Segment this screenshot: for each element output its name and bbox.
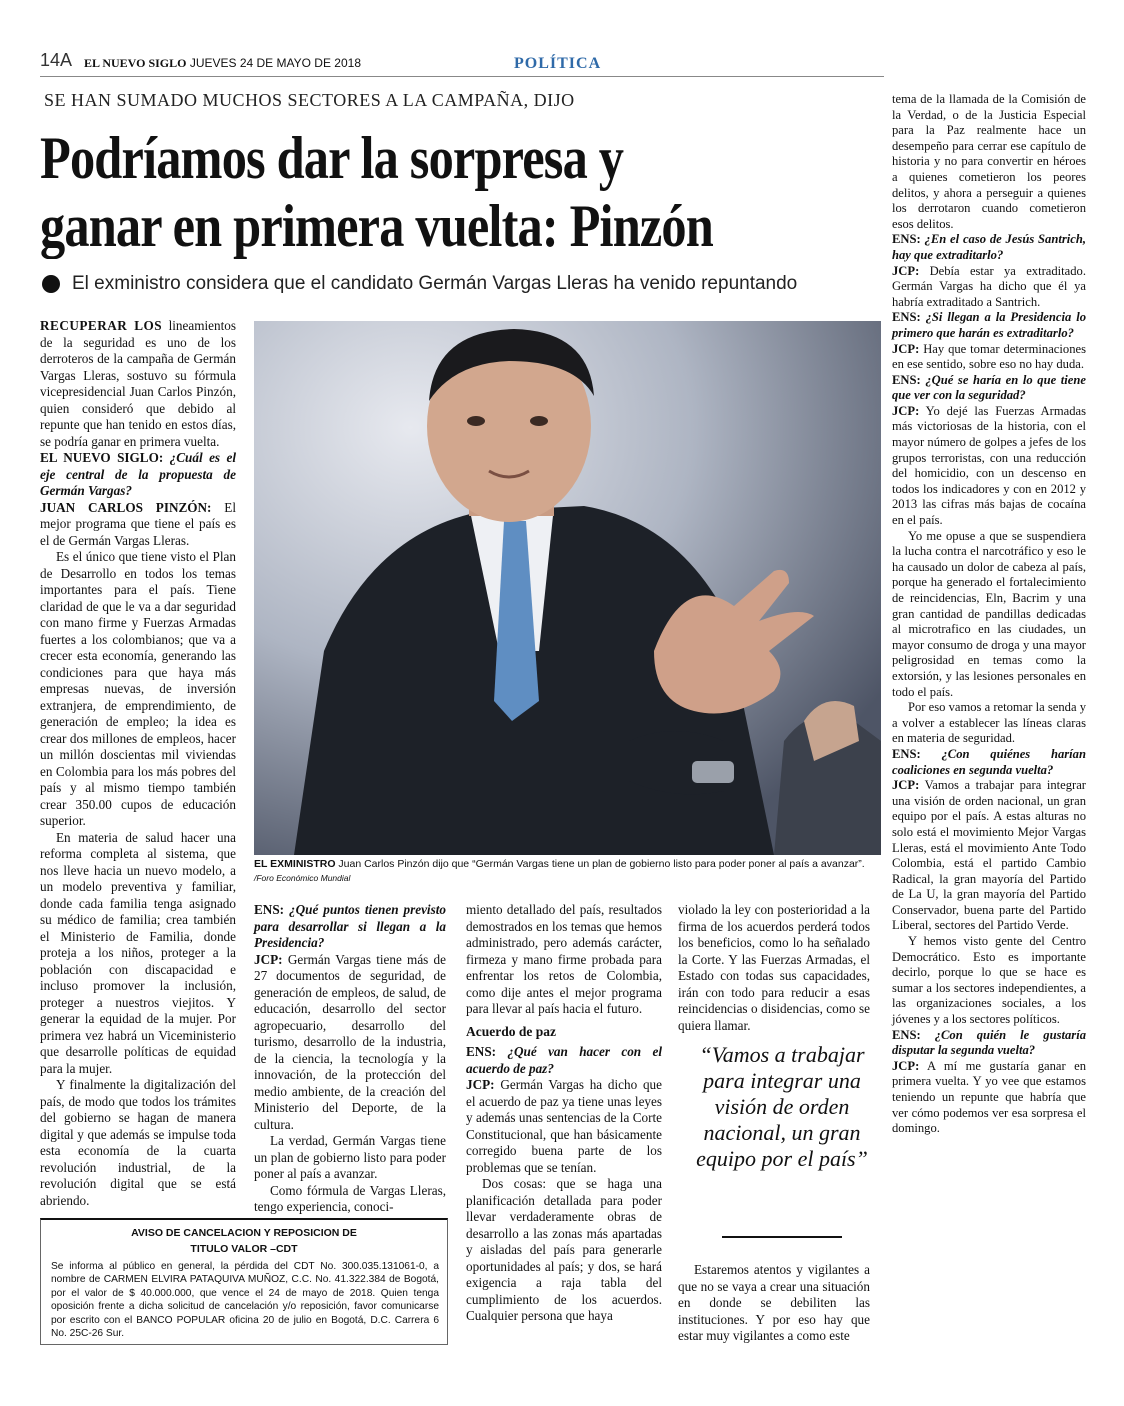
question-label: ENS: [466,1044,497,1059]
question-text: ¿Qué se haría en lo que tiene que ver con la seguridad? [892,372,1086,403]
answer-label: JUAN CARLOS PINZÓN: [40,499,212,515]
answer-label: JCP: [892,263,920,278]
body-paragraph: violado la ley con posterioridad a la firma de los acuerdos perderá todos los beneficios, como lo ha señalado la Corte. Y las Fuerzas Armadas, el Estado con todas sus capacidades, irán con todo para reducir a esas reincidencias o disidencias, como se quiera llamar. [678,902,870,1033]
question-label: ENS: [892,372,921,387]
headline-line-1: Podríamos dar la sorpresa y [40,125,624,191]
article-photo [254,321,881,855]
article-headline [40,124,729,260]
question-text: ¿Con quiénes harían coaliciones en segunda vuelta? [892,746,1086,777]
answer-text: El mejor programa que tiene el país es el de Germán Vargas Lleras. [40,499,236,548]
answer-text: Vamos a trabajar para integrar una visión de orden nacional, un gran equipo por el país. A estas alturas no solo está el movimiento Mejor Vargas Lleras, está el movimiento Ante Todo Colombia, está el partido Cambio Radical, la gran mayoría del Partido de La U, la gran mayoría del Partido Conservador, buena parte del Partido Liberal, sectores del Partido Verde. [892,778,1086,933]
answer-label: JCP: [466,1077,495,1092]
caption-lead: EL EXMINISTRO [254,858,336,870]
body-paragraph: miento detallado del país, resultados demostrados en los temas que hemos administrado, pero además carácter, firmeza y mano firme probada para enfrentar los retos de Colombia, como dije antes el mejor programa para llevar al país hacia el futuro. [466,902,662,1016]
notice-title-2: TITULO VALOR –CDT [190,1243,298,1255]
question-label: ENS: [892,232,921,247]
body-paragraph: Dos cosas: que se haga una planificación detallada para poder llevar verdaderamente obras de desarrollo a las zonas más apartadas y aisladas del país para generarle oportunidades al país; y dos, se hará exigencia a raja tabla del cumplimiento de los acuerdos. Cualquier persona que haya [466,1176,662,1323]
article-kicker: SE HAN SUMADO MUCHOS SECTORES A LA CAMPAÑA, DIJO [44,90,575,110]
column-5 [892,92,1086,1137]
caption-text: Juan Carlos Pinzón dijo que “Germán Vargas tiene un plan de gobierno listo para poder poner al país a avanzar”. [335,858,865,870]
publication-date: JUEVES 24 DE MAYO DE 2018 [189,56,361,70]
section-label: POLÍTICA [514,55,602,72]
headline-line-2: ganar en primera vuelta: Pinzón [40,193,713,259]
column-3 [466,902,662,1325]
body-paragraph: Es el único que tiene visto el Plan de Desarrollo en todos los temas importantes para el país. Tiene claridad de que le va a dar seguridad con mano firme y Fuerzas Armadas fuertes a los colombianos; que va a crecer esta economía, generando las condiciones para que haya más empresas nuevas, de inversión extranjera, de emprendimiento, de generación de empleo; la idea es crear dos millones de empleos, hacer un millón doscientas mil viviendas en Colombia para los más pobres del país y al mismo tiempo también crear 350.00 cupos de educación superior. [40,549,236,828]
page-number: 14A [40,50,73,70]
question-label: ENS: [254,902,285,917]
body-paragraph: tema de la llamada de la Comisión de la Verdad, o de la Justicia Especial para la Paz realmente hace un desempeño para cerrar ese capítulo de historia y no para convertir en héroes a quienes cometieron los peores delitos, y ahora a perseguir a quienes los derrotaron cuando cometieron esos delitos. [892,92,1086,231]
publication-line [84,56,361,71]
question-label: ENS: [892,310,921,325]
answer-text: Debía estar ya extraditado. Germán Vargas ha dicho que él ya habría extraditado a Santrich. [892,263,1086,309]
pull-quote-rule [722,1236,842,1238]
bullet-icon [42,275,60,293]
notice-body: Se informa al público en general, la pérdida del CDT No. 300.035.131061-0, a nombre de CARMEN ELVIRA PATAQUIVA MUÑOZ, C.C. No. 41.322.384 de Bogotá, por el valor de $ 40.000.000, que vence el 24 de mayo de 2018. Quien tenga oposición frente a dicha solicitud de cancelación y/o reposición, favor comunicarse por escrito con el BANCO POPULAR oficina 20 de julio en Bogotá, D.C. Carrera 6 No. 25C-26 Sur. [51,1261,439,1340]
column-2 [254,902,446,1216]
notice-title-1: AVISO DE CANCELACION Y REPOSICION DE [131,1227,357,1239]
section-subhead: Acuerdo de paz [466,1023,556,1039]
body-paragraph: Y finalmente la digitalización del país, de modo que todos los trámites del gobierno se hagan de manera digital y que además se impulse toda esta economía de la cuarta revolución industrial, de la revolución digital que se está abriendo. [40,1077,236,1208]
body-paragraph: Yo me opuse a que se suspendiera la lucha contra el narcotráfico y eso le ha causado un dolor de cabeza al país, porque ha generado el fortalecimiento de reincidencias, Eln, Bacrim y una gran cantidad de pandillas dedicadas al microtrafico en las ciudades, un mayor consumo de droga y una mayor peligrosidad en temas como la extorsión, y las lesiones personales en todo el país. [892,528,1086,699]
question-text: ¿Qué puntos tienen previsto para desarrollar si llegan a la Presidencia? [254,902,446,950]
body-paragraph: En materia de salud hacer una reforma completa al sistema, que nos lleve hacia un nuevo modelo, a un modelo preventiva y familiar, donde cada familia tenga asignado su médico de familia; crea también el Ministerio de Familia, donde proteja a los niños, proteger a la población con discapacidad e incluso promover la inclusión, proteger a nuestros viejitos. Y generar la equidad de la mujer. Por primera vez habrá un Viceministerio que desarrolle políticas de equidad para la mujer. [40,829,236,1076]
question-text: ¿Cuál es el eje central de la propuesta de Germán Vargas? [40,450,236,498]
question-text: ¿En el caso de Jesús Santrich, hay que extraditarlo? [892,232,1086,262]
answer-label: JCP: [892,1058,920,1073]
lead-in: RECUPERAR LOS [40,318,163,333]
answer-label: JCP: [892,403,920,418]
question-label: ENS: [892,746,921,761]
answer-text: A mí me gustaría ganar en primera vuelta. Y yo vee que estamos teniendo un repunte que habría que ver cómo podemos ver esa sorpresa el domingo. [892,1058,1086,1136]
photo-caption [254,857,881,885]
question-text: ¿Si llegan a la Presidencia lo primero que harán es extraditarlo? [892,310,1086,340]
question-text: ¿Con quién le gustaría disputar la segunda vuelta? [892,1027,1086,1058]
pull-quote: “Vamos a trabajar para integrar una visión de orden nacional, un gran equipo por el país” [696,1042,868,1171]
column-4-bottom [678,1262,870,1345]
photo-credit: /Foro Económico Mundial [254,873,351,883]
body-paragraph: Y hemos visto gente del Centro Democrático. Esto es importante decirlo, porque lo que se hace es sumar a los sectores independientes, a las organizaciones sociales, a los jóvenes y a los sectores políticos. [892,934,1086,1027]
answer-label: JCP: [254,951,283,967]
body-paragraph: La verdad, Germán Vargas tiene un plan de gobierno listo para poder poner al país a avanzar. [254,1133,446,1181]
legal-notice-box [40,1218,448,1345]
answer-text: Hay que tomar determinaciones en ese sentido, sobre eso no hay duda. [892,341,1086,372]
answer-text: Germán Vargas ha dicho que el acuerdo de paz ya tiene unas leyes y además unas sentencias de la Corte Constitucional, que han básicamente corregido buena parte de los problemas que se tenían. [466,1077,662,1175]
answer-text: Yo dejé las Fuerzas Armadas más victoriosas de la historia, con el mayor número de golpes a jefes de los grupos terroristas, con una reducción del homicidio, con un descenso en todos los indicadores y con en 2012 y 2013 las cifras más bajas de cocaína en el país. [892,403,1086,528]
column-4 [678,902,870,1034]
body-paragraph: Por eso vamos a retomar la senda y a volver a establecer las líneas claras en materia de seguridad. [892,700,1087,746]
answer-label: JCP: [892,341,920,356]
publication-name: EL NUEVO SIGLO [84,56,187,70]
header-divider [40,76,884,77]
column-1 [40,318,236,1209]
article-subhead: El exministro considera que el candidato Germán Vargas Lleras ha venido repuntando [72,273,798,294]
question-text: ¿Qué van hacer con el acuerdo de paz? [466,1044,662,1076]
answer-text: Germán Vargas tiene más de 27 documentos de seguridad, de generación de empleos, de salud, de educación, desarrollo del sector agropecuario, desarrollo del turismo, desarrollo de la industria, de la ciencia, la tecnología y la innovación, de la protección del medio ambiente, de la creación del Ministerio del Deporte, de la cultura. [254,951,446,1132]
body-paragraph: Como fórmula de Vargas Lleras, tengo experiencia, conoci- [254,1182,446,1214]
answer-label: JCP: [892,778,920,793]
photo-illustration [254,321,881,855]
question-label: ENS: [892,1027,921,1042]
body-paragraph: Estaremos atentos y vigilantes a que no se vaya a crear una situación en donde se debiliten las instituciones. Y por eso hay que estar muy vigilantes a como este [678,1262,870,1343]
intro-paragraph: lineamientos de la seguridad es uno de los derroteros de la campaña de Germán Vargas Lleras, sostuvo su fórmula vicepresidencial Juan Carlos Pinzón, quien consideró que debido al repunte que han tenido en estos días, se podría ganar en primera vuelta. [40,318,236,449]
question-label: EL NUEVO SIGLO: [40,450,164,465]
